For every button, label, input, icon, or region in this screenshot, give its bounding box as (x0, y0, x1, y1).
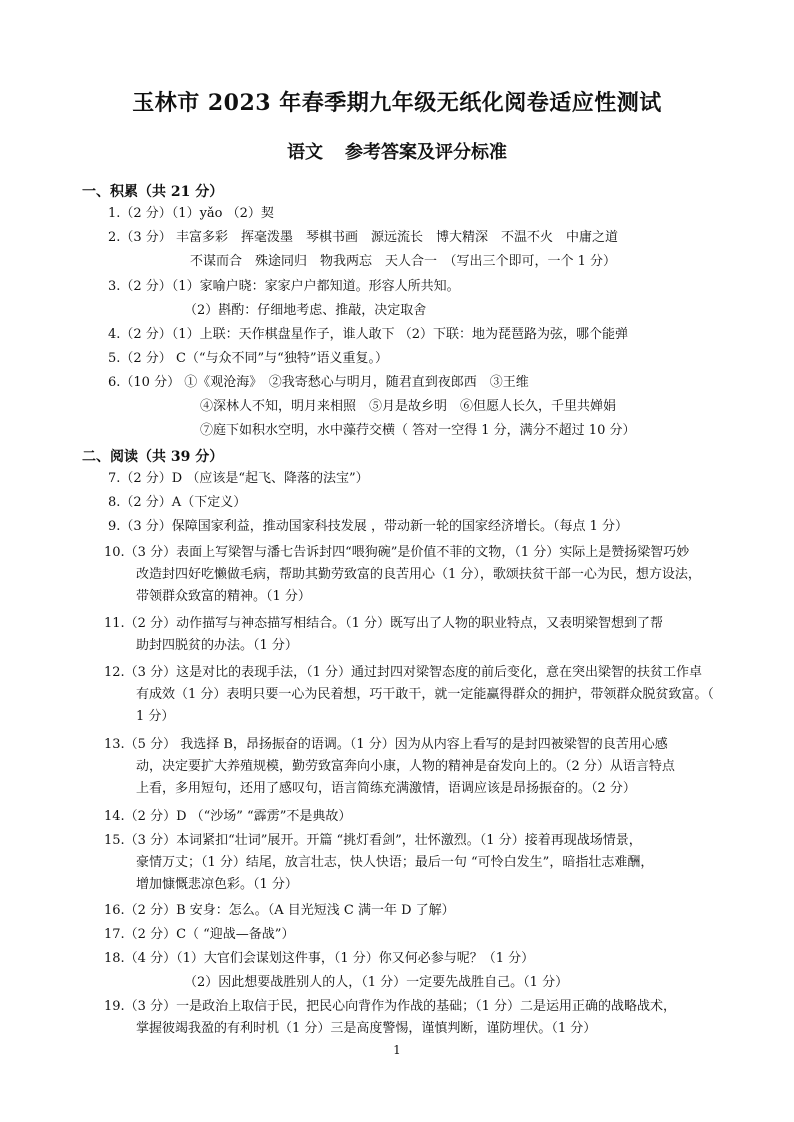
answer-line: 1 分） (136, 709, 175, 724)
answer-line: 6.（10 分） ①《观沧海》 ②我寄愁心与明月，随君直到夜郎西 ③王维 (108, 375, 529, 390)
answer-line: 5.（2 分） C（“与众不同”与“独特”语义重复。） (108, 351, 388, 366)
answer-line: 18.（4 分）（1）大官们会谋划这件事，（1 分）你又何必参与呢？（1 分） (104, 951, 535, 966)
answer-line: （2）因此想要战胜别人的人，（1 分）一定要先战胜自己。（1 分） (184, 975, 569, 990)
answer-line: 7.（2 分）D （应该是“起飞、降落的法宝”） (108, 471, 369, 486)
answer-line: ⑦庭下如积水空明，水中藻荇交横（ 答对一空得 1 分，满分不超过 10 分） (200, 423, 636, 438)
answer-line: 16.（2 分）B 安身：怎么。（A 目光短浅 C 满一年 D 了解） (104, 903, 455, 918)
answer-line: 15.（3 分）本词紧扣“壮词”展开。开篇 “挑灯看剑”，壮怀激烈。（1 分）接着再现战场情景， (104, 833, 642, 848)
answer-line: 掌握彼竭我盈的有利时机（1 分）三是高度警惕，谨慎判断，谨防埋伏。（1 分） (136, 1021, 597, 1036)
answer-line: 12.（3 分）这是对比的表现手法，（1 分）通过封四对梁智态度的前后变化，意在突出梁智的扶贫工作卓 (104, 665, 702, 680)
answer-line: 1.（2 分）（1）yǎo （2）契 (108, 206, 274, 221)
answer-line: （2）斟酌：仔细地考虑、推敲，决定取舍 (184, 303, 427, 318)
answer-line: 3.（2 分）（1）家喻户晓：家家户户都知道。形容人所共知。 (108, 279, 460, 294)
page-title: 玉林市 2023 年春季期九年级无纸化阅卷适应性测试 (132, 90, 662, 116)
subject-label: 语文 (287, 142, 323, 163)
subtitle-text: 参考答案及评分标准 (345, 142, 507, 163)
section-heading-accumulation: 一、积累（共 21 分） (82, 184, 224, 200)
answer-line: 豪情万丈；（1 分）结尾，放言壮志，快人快语；最后一句 “可怜白发生”，暗指壮志难酬， (136, 855, 654, 870)
answer-line: 上看，多用短句，还用了感叹句，语言简练充满激情，语调应该是昂扬振奋的。（2 分） (136, 781, 636, 796)
answer-line: 17.（2 分）C（ “迎战—备战”） (104, 927, 295, 942)
page-number: 1 (393, 1043, 401, 1057)
answer-line: 9.（3 分）保障国家利益，推动国家科技发展 ，带动新一轮的国家经济增长。（每点 1 分） (108, 519, 628, 534)
answer-line: 有成效（1 分）表明只要一心为民着想，巧干敢干，就一定能赢得群众的拥护，带领群众脱贫致富。（ (136, 687, 714, 702)
answer-line: 动，决定要扩大养殖规模，勤劳致富奔向小康，人物的精神是奋发向上的。（2 分）从语言特点 (136, 759, 675, 774)
section-heading-reading: 二、阅读（共 39 分） (82, 449, 224, 465)
answer-line: 13.（5 分） 我选择 B，昂扬振奋的语调。（1 分）因为从内容上看写的是封四被梁智的良苦用心感 (104, 737, 668, 752)
answer-line: 改造封四好吃懒做毛病，帮助其勤劳致富的良苦用心（1 分），歌颂扶贫干部一心为民，想方设法， (136, 567, 701, 582)
answer-line: 增加慷慨悲凉色彩。（1 分） (136, 877, 298, 892)
answer-line: 带领群众致富的精神。（1 分） (136, 589, 311, 604)
answer-line: 助封四脱贫的办法。（1 分） (136, 638, 298, 653)
answer-line: 不谋而合 殊途同归 物我两忘 天人合一 （写出三个即可，一个 1 分） (190, 254, 617, 269)
answer-line: 2.（3 分） 丰富多彩 挥毫泼墨 琴棋书画 源远流长 博大精深 不温不火 中庸之道 (108, 230, 618, 245)
answer-line: 14.（2 分）D （“沙场” “霹雳”不是典故） (104, 809, 352, 824)
answer-line: 11.（2 分）动作描写与神态描写相结合。（1 分）既写出了人物的职业特点，又表明梁智想到了帮 (104, 616, 663, 631)
page-subtitle (0, 138, 794, 164)
answer-line: 19.（3 分）一是政治上取信于民，把民心向背作为作战的基础；（1 分）二是运用正确的战略战术， (104, 999, 676, 1014)
answer-line: ④深林人不知，明月来相照 ⑤月是故乡明 ⑥但愿人长久，千里共婵娟 (200, 399, 617, 414)
answer-line: 8.（2 分）A（下定义） (108, 495, 247, 510)
answer-line: 4.（2 分）（1）上联：天作棋盘星作子，谁人敢下 （2）下联：地为琵琶路为弦，哪个能弹 (108, 327, 628, 342)
answer-line: 10.（3 分）表面上写梁智与潘七告诉封四“喂狗碗”是价值不菲的文物，（1 分）实际上是赞扬梁智巧妙 (104, 545, 690, 560)
